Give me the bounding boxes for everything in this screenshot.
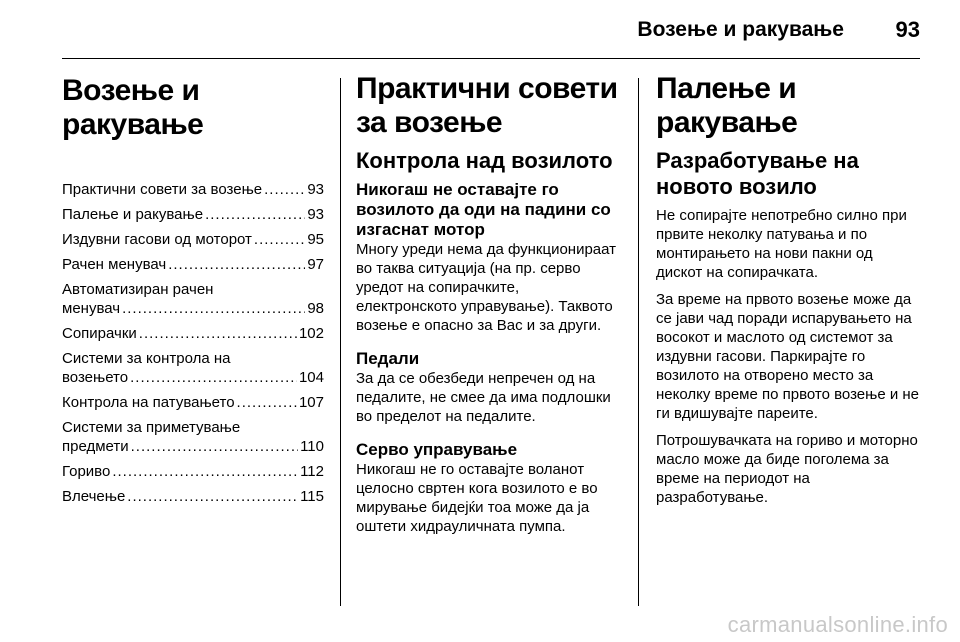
toc-entry-line: [62, 437, 324, 456]
right-section-title: Разработување на новото возило: [656, 148, 859, 199]
middle-column: [356, 72, 624, 536]
toc-leader-dots: [139, 324, 297, 343]
toc-list: [62, 180, 324, 506]
subsection-title-pedals: Педали: [356, 349, 420, 368]
toc-leader-dots: [237, 393, 297, 412]
toc-entry-line: [62, 205, 324, 224]
toc-entry[interactable]: [62, 324, 324, 343]
toc-leader-dots: [205, 205, 305, 224]
toc-entry-text-first-line: Системи за контрола на: [62, 350, 231, 367]
toc-entry-line: [62, 487, 324, 506]
watermark: carmanualsonline.info: [727, 612, 948, 637]
toc-entry-page: 115: [300, 488, 324, 505]
column-divider-2: [638, 78, 639, 606]
toc-entry[interactable]: [62, 418, 324, 456]
toc-entry-page: 107: [298, 394, 324, 411]
subsection-text-engine-off: Многу уреди нема да функционираат во таква ситуација (на пр. серво уредот на сопирачките, електронското управување). Таквото возење е опасно за Вас и за други.: [356, 241, 617, 334]
toc-leader-dots: [127, 487, 298, 506]
subsection-title-power-steering: Серво управување: [356, 440, 518, 459]
toc-entry-page: 93: [307, 206, 324, 223]
toc-column: [62, 72, 324, 512]
toc-leader-dots: [168, 255, 305, 274]
toc-entry-text-first-line: Системи за приметување: [62, 419, 241, 436]
toc-entry-page: 102: [298, 325, 324, 342]
running-header-title: Возење и ракување: [637, 18, 844, 41]
toc-entry-page: 104: [298, 369, 324, 386]
page-header: [0, 0, 960, 60]
toc-entry-text: Издувни гасови од моторот: [62, 231, 252, 248]
toc-leader-dots: [130, 368, 297, 387]
toc-entry-page: 93: [307, 181, 324, 198]
toc-entry-page: 110: [300, 438, 324, 455]
toc-entry-text: Палење и ракување: [62, 206, 204, 223]
toc-entry[interactable]: [62, 487, 324, 506]
toc-entry-line: [62, 462, 324, 481]
right-paragraph-3: Потрошувачката на гориво и моторно масло може да биде поголема за време на периодот на разработување.: [656, 432, 918, 506]
toc-leader-dots: [264, 180, 305, 199]
toc-leader-dots: [112, 462, 298, 481]
subsection-text-pedals: За да се обезбеди непречен од на педалите, не смее да има подлошки во пределот на педалите.: [356, 370, 611, 425]
right-column: [656, 72, 922, 515]
toc-leader-dots: [131, 437, 298, 456]
toc-entry-line: [62, 255, 324, 274]
toc-entry[interactable]: [62, 349, 324, 387]
toc-entry-line: [62, 230, 324, 249]
right-paragraph-2: За време на првото возење може да се јави чад поради испарувањето на восокот и маслото од системот за издувни гасови. Паркирајте го возилото на отворено место за неколку време по првото возење и не ги вдишувајте пареите.: [656, 291, 920, 422]
subsection-title-engine-off: Никогаш не оставајте го возилото да оди на падини со изгаснат мотор: [356, 180, 611, 239]
toc-entry[interactable]: [62, 180, 324, 199]
toc-entry-text: Сопирачки: [62, 325, 137, 342]
toc-entry-text: Практични совети за возење: [62, 181, 263, 198]
toc-entry-text: Контрола на патувањето: [62, 394, 235, 411]
toc-entry-line: [62, 393, 324, 412]
toc-entry[interactable]: [62, 280, 324, 318]
toc-entry-page: 97: [307, 256, 324, 273]
right-title: Палење и ракување: [656, 72, 798, 139]
toc-entry[interactable]: [62, 462, 324, 481]
toc-entry[interactable]: [62, 393, 324, 412]
toc-entry-text: Рачен менувач: [62, 256, 167, 273]
subsection-text-power-steering: Никогаш не го оставајте воланот целосно свртен кога возилото е во мирување бидејќи тоа може да ја оштети хидрауличната пумпа.: [356, 461, 598, 535]
toc-entry-page: 95: [307, 231, 324, 248]
middle-section-title: Контрола над возилото: [356, 148, 613, 173]
column-divider-1: [340, 78, 341, 606]
toc-entry-line: [62, 180, 324, 199]
toc-entry[interactable]: [62, 205, 324, 224]
toc-entry[interactable]: [62, 230, 324, 249]
toc-leader-dots: [254, 230, 305, 249]
toc-entry[interactable]: [62, 255, 324, 274]
toc-entry-line: [62, 299, 324, 318]
toc-entry-text: Влечење: [62, 488, 126, 505]
toc-entry-text-first-line: Автоматизиран рачен: [62, 281, 214, 298]
right-paragraph-1: Не сопирајте непотребно силно при првите неколку патувања и по монтирањето на нови пакни од дискот на сопирачката.: [656, 207, 907, 281]
header-rule: [62, 58, 920, 59]
toc-entry-page: 98: [307, 300, 324, 317]
toc-entry-line: [62, 368, 324, 387]
toc-entry-text: менувач: [62, 300, 121, 317]
toc-leader-dots: [122, 299, 305, 318]
toc-entry-page: 112: [300, 463, 324, 480]
middle-title: Практични совети за возење: [356, 72, 618, 139]
page-number: 93: [895, 17, 920, 42]
toc-entry-text: возењето: [62, 369, 129, 386]
toc-entry-text: предмети: [62, 438, 129, 455]
toc-entry-line: [62, 324, 324, 343]
toc-title: Возење и ракување: [62, 74, 204, 141]
toc-entry-text: Гориво: [62, 463, 111, 480]
